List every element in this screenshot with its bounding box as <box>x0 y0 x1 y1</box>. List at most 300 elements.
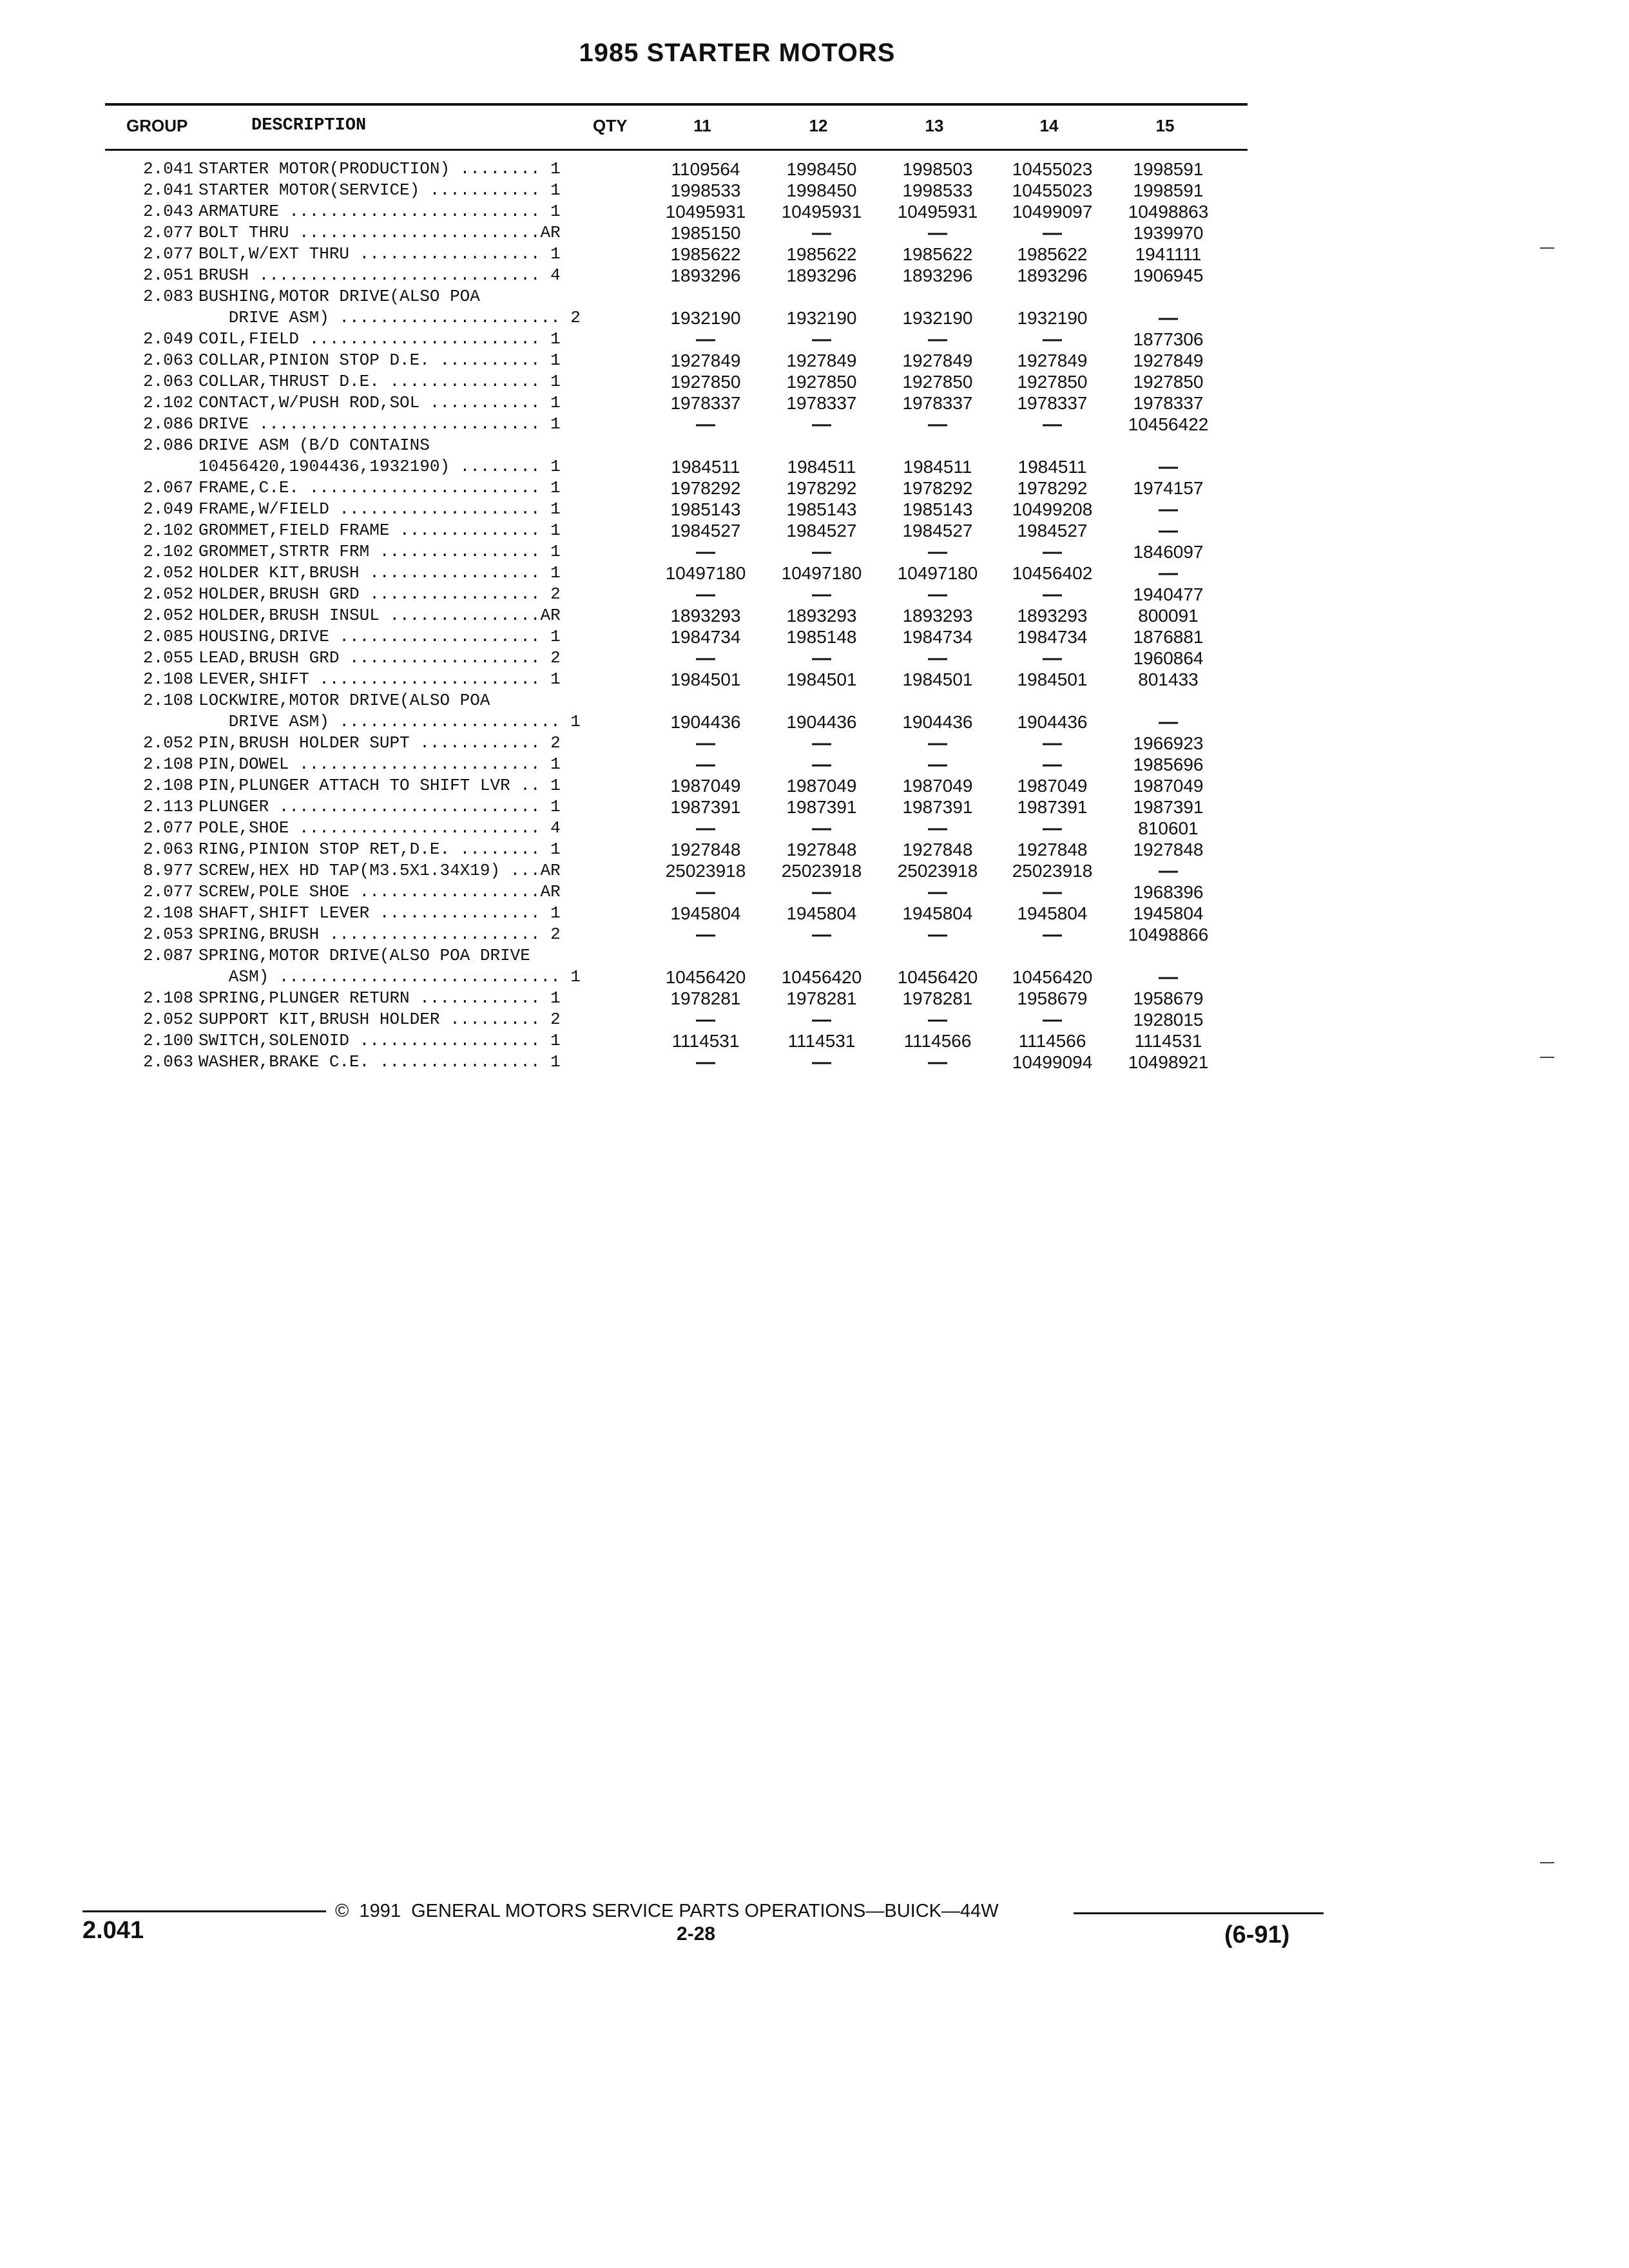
row-part-number-model-14: 10456402 <box>1012 563 1093 583</box>
row-part-number-model-13: 1987049 <box>902 776 973 796</box>
row-part-number-model-15: 1939970 <box>1133 223 1204 243</box>
row-part-number-model-13: 1984511 <box>903 457 972 477</box>
row-part-number-model-13: 1927849 <box>902 351 973 370</box>
table-row <box>0 733 1289 754</box>
row-part-number-model-12: — <box>812 733 831 754</box>
row-part-number-model-11: 1984511 <box>671 457 740 477</box>
table-row <box>0 562 1289 584</box>
row-group: 2.049 <box>142 329 193 349</box>
row-description: COIL,FIELD ....................... 1 <box>198 329 561 349</box>
row-part-number-model-11: 1932190 <box>670 308 741 328</box>
row-part-number-model-14: — <box>1043 584 1062 605</box>
row-part-number-model-12: 1984511 <box>787 457 856 477</box>
row-part-number-model-11: — <box>696 754 715 775</box>
row-description: SUPPORT KIT,BRUSH HOLDER ......... 2 <box>198 1010 561 1029</box>
row-group: 2.041 <box>142 159 193 178</box>
row-part-number-model-13: 1927848 <box>902 840 973 860</box>
table-row <box>0 392 1289 414</box>
row-group: 2.108 <box>142 691 193 710</box>
column-header-description: DESCRIPTION <box>251 116 367 135</box>
row-part-number-model-12: 1927849 <box>786 351 857 370</box>
table-row <box>0 860 1289 881</box>
row-part-number-model-15: — <box>1159 966 1178 988</box>
row-group: 2.049 <box>142 499 193 519</box>
row-part-number-model-14: 1904436 <box>1017 712 1088 732</box>
row-part-number-model-11: 1984527 <box>670 521 741 541</box>
row-part-number-model-12: 1904436 <box>786 712 857 732</box>
table-row <box>0 988 1289 1009</box>
row-part-number-model-14: 1958679 <box>1017 988 1088 1008</box>
table-row <box>0 605 1289 626</box>
row-part-number-model-12: 1998450 <box>786 159 857 179</box>
table-row <box>0 456 1289 477</box>
row-group: 2.102 <box>142 542 193 561</box>
margin-mark <box>1540 1057 1554 1058</box>
row-part-number-model-12: — <box>812 541 831 562</box>
row-part-number-model-14: — <box>1043 1009 1062 1030</box>
row-part-number-model-11: 1998533 <box>670 180 741 200</box>
row-part-number-model-14: 1893296 <box>1017 265 1088 285</box>
row-part-number-model-14: 10499208 <box>1012 499 1093 519</box>
row-description: ASM) ............................ 1 <box>198 967 581 986</box>
row-part-number-model-15: 1998591 <box>1133 180 1204 200</box>
table-row <box>0 1052 1289 1073</box>
row-part-number-model-15: 1927848 <box>1133 840 1204 860</box>
row-group: 2.086 <box>142 414 193 434</box>
table-row <box>0 329 1289 350</box>
row-description: DRIVE ............................ 1 <box>198 414 561 434</box>
row-group: 2.077 <box>142 818 193 838</box>
row-group: 2.085 <box>142 627 193 646</box>
table-row <box>0 903 1289 924</box>
row-description: BRUSH ............................ 4 <box>198 265 561 285</box>
row-description: HOLDER KIT,BRUSH ................. 1 <box>198 563 561 582</box>
row-part-number-model-14: 1927848 <box>1017 840 1088 860</box>
row-part-number-model-14: 1987049 <box>1017 776 1088 796</box>
row-description: PIN,PLUNGER ATTACH TO SHIFT LVR .. 1 <box>198 776 561 795</box>
row-part-number-model-13: 1904436 <box>902 712 973 732</box>
row-description: BOLT,W/EXT THRU .................. 1 <box>198 244 561 264</box>
row-part-number-model-12: 1998450 <box>786 180 857 200</box>
footer-rule-right <box>1074 1912 1324 1914</box>
row-part-number-model-14: — <box>1043 541 1062 562</box>
table-row <box>0 286 1289 307</box>
row-part-number-model-15: 1877306 <box>1133 329 1204 349</box>
row-group: 2.108 <box>142 903 193 923</box>
table-row <box>0 265 1289 286</box>
row-part-number-model-12: 1985143 <box>786 499 857 519</box>
row-part-number-model-11: 1987391 <box>670 797 741 817</box>
column-header-model-12: 12 <box>809 116 828 135</box>
row-part-number-model-12: — <box>812 881 831 903</box>
row-description: CONTACT,W/PUSH ROD,SOL ........... 1 <box>198 393 561 412</box>
row-part-number-model-15: 1906945 <box>1133 265 1204 285</box>
table-row <box>0 435 1289 456</box>
row-description: GROMMET,FIELD FRAME .............. 1 <box>198 521 561 540</box>
row-part-number-model-14: 1985622 <box>1017 244 1088 264</box>
table-row <box>0 924 1289 945</box>
row-part-number-model-11: — <box>696 1009 715 1030</box>
row-part-number-model-15: 1978337 <box>1133 393 1204 413</box>
row-part-number-model-12: 10497180 <box>781 563 862 583</box>
row-part-number-model-15: 1987391 <box>1133 797 1204 817</box>
table-row <box>0 1009 1289 1030</box>
row-description: COLLAR,THRUST D.E. ............... 1 <box>198 372 561 391</box>
row-part-number-model-14: 1927850 <box>1017 372 1088 392</box>
row-part-number-model-12: 1984501 <box>786 669 857 689</box>
row-part-number-model-14: 1978337 <box>1017 393 1088 413</box>
footer-page-number: 2-28 <box>677 1923 716 1945</box>
row-part-number-model-11: 10497180 <box>665 563 746 583</box>
row-part-number-model-11: — <box>696 414 715 435</box>
row-part-number-model-14: — <box>1043 414 1062 435</box>
row-group: 2.102 <box>142 521 193 540</box>
row-part-number-model-15: — <box>1159 499 1178 520</box>
row-part-number-model-15: 800091 <box>1138 606 1199 626</box>
row-part-number-model-15: 1987049 <box>1133 776 1204 796</box>
row-part-number-model-14: 1978292 <box>1017 478 1088 498</box>
row-part-number-model-14: 1984734 <box>1017 627 1088 647</box>
row-description: GROMMET,STRTR FRM ................ 1 <box>198 542 561 561</box>
row-description: STARTER MOTOR(SERVICE) ........... 1 <box>198 180 561 200</box>
row-part-number-model-15: 1958679 <box>1133 988 1204 1008</box>
row-group: 2.041 <box>142 180 193 200</box>
row-part-number-model-14: 1927849 <box>1017 351 1088 370</box>
row-group: 2.087 <box>142 946 193 965</box>
row-part-number-model-15: 1876881 <box>1133 627 1204 647</box>
row-part-number-model-15: — <box>1159 307 1178 329</box>
row-part-number-model-12: — <box>812 1009 831 1030</box>
table-row <box>0 201 1289 222</box>
row-part-number-model-14: 10456420 <box>1012 967 1093 987</box>
column-header-qty: QTY <box>593 116 628 135</box>
row-group: 2.052 <box>142 563 193 582</box>
row-description: BUSHING,MOTOR DRIVE(ALSO POA <box>198 287 480 306</box>
row-part-number-model-13: — <box>928 222 947 244</box>
row-part-number-model-13: 25023918 <box>897 861 978 881</box>
row-description: SCREW,POLE SHOE ..................AR <box>198 882 561 901</box>
table-row <box>0 669 1289 690</box>
table-row <box>0 1030 1289 1052</box>
row-group: 2.053 <box>142 925 193 944</box>
row-part-number-model-14: — <box>1043 648 1062 669</box>
row-part-number-model-12: — <box>812 414 831 435</box>
row-group: 2.063 <box>142 351 193 370</box>
row-part-number-model-12: — <box>812 584 831 605</box>
row-part-number-model-12: 1984527 <box>786 521 857 541</box>
table-row <box>0 180 1289 201</box>
row-part-number-model-13: — <box>928 541 947 562</box>
row-description: HOLDER,BRUSH INSUL ...............AR <box>198 606 561 625</box>
row-part-number-model-12: 1927848 <box>786 840 857 860</box>
row-description: FRAME,C.E. ....................... 1 <box>198 478 561 497</box>
row-description: SPRING,MOTOR DRIVE(ALSO POA DRIVE <box>198 946 530 965</box>
row-description: STARTER MOTOR(PRODUCTION) ........ 1 <box>198 159 561 178</box>
row-part-number-model-11: 1109564 <box>671 159 740 179</box>
column-header-model-13: 13 <box>925 116 944 135</box>
row-part-number-model-11: — <box>696 329 715 350</box>
row-part-number-model-11: — <box>696 648 715 669</box>
page-title: 1985 STARTER MOTORS <box>579 39 896 67</box>
row-part-number-model-11: 1984501 <box>670 669 741 689</box>
header-top-rule <box>105 103 1248 106</box>
row-description: HOUSING,DRIVE .................... 1 <box>198 627 561 646</box>
row-part-number-model-14: 1114566 <box>1018 1031 1086 1051</box>
row-part-number-model-13: 1978281 <box>902 988 973 1008</box>
row-part-number-model-15: 1998591 <box>1133 159 1204 179</box>
row-part-number-model-12: — <box>812 818 831 839</box>
column-header-model-15: 15 <box>1155 116 1175 135</box>
row-group: 8.977 <box>142 861 193 880</box>
row-part-number-model-14: — <box>1043 881 1062 903</box>
row-group: 2.113 <box>142 797 193 816</box>
row-group: 2.052 <box>142 606 193 625</box>
row-part-number-model-14: — <box>1043 754 1062 775</box>
row-part-number-model-11: — <box>696 924 715 945</box>
table-row <box>0 648 1289 669</box>
row-part-number-model-11: 1927848 <box>670 840 741 860</box>
table-row <box>0 754 1289 775</box>
row-part-number-model-13: 1893293 <box>902 606 973 626</box>
table-row <box>0 945 1289 966</box>
row-part-number-model-13: 1932190 <box>902 308 973 328</box>
row-part-number-model-13: 10497180 <box>897 563 978 583</box>
row-part-number-model-15: 1985696 <box>1133 754 1204 774</box>
row-part-number-model-11: 1893296 <box>670 265 741 285</box>
row-part-number-model-13: 1984734 <box>902 627 973 647</box>
row-part-number-model-11: 1985150 <box>670 223 741 243</box>
row-part-number-model-12: 1927850 <box>786 372 857 392</box>
margin-mark <box>1540 247 1554 249</box>
row-part-number-model-13: 1985143 <box>902 499 973 519</box>
row-part-number-model-15: 10498921 <box>1128 1052 1209 1072</box>
column-header-model-14: 14 <box>1039 116 1059 135</box>
row-part-number-model-15: — <box>1159 456 1178 477</box>
row-description: DRIVE ASM) ...................... 2 <box>198 308 581 327</box>
row-part-number-model-14: 25023918 <box>1012 861 1093 881</box>
row-part-number-model-12: 1985622 <box>786 244 857 264</box>
row-part-number-model-11: 10495931 <box>665 202 746 222</box>
row-part-number-model-15: — <box>1159 711 1178 733</box>
table-row <box>0 584 1289 605</box>
row-part-number-model-14: 1987391 <box>1017 797 1088 817</box>
row-group: 2.100 <box>142 1031 193 1050</box>
row-part-number-model-12: 1114531 <box>787 1031 856 1051</box>
row-part-number-model-15: — <box>1159 860 1178 881</box>
table-row <box>0 307 1289 329</box>
row-part-number-model-13: — <box>928 924 947 945</box>
footer-copyright: © 1991 GENERAL MOTORS SERVICE PARTS OPERATIONS—BUICK—44W <box>335 1901 999 1921</box>
row-part-number-model-14: — <box>1043 818 1062 839</box>
row-part-number-model-13: 1984527 <box>902 521 973 541</box>
row-group: 2.051 <box>142 265 193 285</box>
row-part-number-model-14: 10455023 <box>1012 159 1093 179</box>
row-part-number-model-14: — <box>1043 222 1062 244</box>
row-group: 2.108 <box>142 988 193 1008</box>
row-part-number-model-14: 1984501 <box>1017 669 1088 689</box>
row-part-number-model-13: — <box>928 584 947 605</box>
table-row <box>0 371 1289 392</box>
row-description: SPRING,PLUNGER RETURN ............ 1 <box>198 988 561 1008</box>
row-part-number-model-13: 1998533 <box>902 180 973 200</box>
row-description: COLLAR,PINION STOP D.E. .......... 1 <box>198 351 561 370</box>
row-part-number-model-15: — <box>1159 562 1178 584</box>
row-part-number-model-13: 1985622 <box>902 244 973 264</box>
row-part-number-model-13: 1987391 <box>902 797 973 817</box>
row-part-number-model-11: 1987049 <box>670 776 741 796</box>
row-part-number-model-12: 1893296 <box>786 265 857 285</box>
footer-group-number: 2.041 <box>82 1917 144 1944</box>
row-part-number-model-15: 1928015 <box>1133 1010 1204 1030</box>
row-part-number-model-13: — <box>928 1052 947 1073</box>
row-part-number-model-15: 1945804 <box>1133 903 1204 923</box>
row-description: RING,PINION STOP RET,D.E. ........ 1 <box>198 840 561 859</box>
row-part-number-model-12: 1978281 <box>786 988 857 1008</box>
row-part-number-model-13: 10495931 <box>897 202 978 222</box>
row-part-number-model-11: — <box>696 584 715 605</box>
row-description: LOCKWIRE,MOTOR DRIVE(ALSO POA <box>198 691 490 710</box>
table-row <box>0 839 1289 860</box>
row-part-number-model-12: 1978337 <box>786 393 857 413</box>
row-part-number-model-15: 10498863 <box>1128 202 1209 222</box>
row-part-number-model-13: — <box>928 648 947 669</box>
row-part-number-model-12: — <box>812 754 831 775</box>
row-description: SPRING,BRUSH ..................... 2 <box>198 925 561 944</box>
row-part-number-model-14: 1984511 <box>1017 457 1087 477</box>
row-part-number-model-15: 810601 <box>1138 818 1199 838</box>
row-part-number-model-14: — <box>1043 733 1062 754</box>
row-group: 2.108 <box>142 669 193 689</box>
row-part-number-model-13: — <box>928 754 947 775</box>
row-part-number-model-12: 10456420 <box>781 967 862 987</box>
row-group: 2.077 <box>142 223 193 242</box>
row-group: 2.102 <box>142 393 193 412</box>
row-part-number-model-15: 1940477 <box>1133 584 1204 604</box>
row-part-number-model-14: 1893293 <box>1017 606 1088 626</box>
footer-rule-left <box>82 1910 326 1912</box>
row-part-number-model-13: — <box>928 1009 947 1030</box>
row-description: DRIVE ASM) ...................... 1 <box>198 712 581 731</box>
row-description: 10456420,1904436,1932190) ........ 1 <box>198 457 561 476</box>
table-row <box>0 775 1289 796</box>
row-part-number-model-12: — <box>812 222 831 244</box>
row-group: 2.063 <box>142 840 193 859</box>
row-part-number-model-15: 1966923 <box>1133 733 1204 753</box>
row-part-number-model-13: 1945804 <box>902 903 973 923</box>
row-part-number-model-12: 1987049 <box>786 776 857 796</box>
row-part-number-model-11: 1984734 <box>670 627 741 647</box>
row-description: SHAFT,SHIFT LEVER ................ 1 <box>198 903 561 923</box>
row-part-number-model-15: — <box>1159 520 1178 541</box>
row-description: LEVER,SHIFT ...................... 1 <box>198 669 561 689</box>
row-description: PLUNGER .......................... 1 <box>198 797 561 816</box>
row-part-number-model-15: 1114531 <box>1134 1031 1202 1051</box>
row-part-number-model-12: 1932190 <box>786 308 857 328</box>
row-group: 2.052 <box>142 733 193 753</box>
row-description: SCREW,HEX HD TAP(M3.5X1.34X19) ...AR <box>198 861 561 880</box>
row-part-number-model-15: 1846097 <box>1133 542 1204 562</box>
row-part-number-model-11: — <box>696 818 715 839</box>
row-description: PIN,DOWEL ........................ 1 <box>198 754 561 774</box>
table-row <box>0 796 1289 818</box>
row-part-number-model-15: 1960864 <box>1133 648 1204 668</box>
table-row <box>0 477 1289 499</box>
table-row <box>0 244 1289 265</box>
row-group: 2.108 <box>142 754 193 774</box>
table-row <box>0 414 1289 435</box>
row-part-number-model-14: 1945804 <box>1017 903 1088 923</box>
row-description: WASHER,BRAKE C.E. ................ 1 <box>198 1052 561 1072</box>
table-row <box>0 966 1289 988</box>
table-row <box>0 626 1289 648</box>
row-part-number-model-11: — <box>696 881 715 903</box>
row-part-number-model-13: 1978337 <box>902 393 973 413</box>
row-part-number-model-15: 1941111 <box>1135 244 1202 264</box>
row-part-number-model-12: 1945804 <box>786 903 857 923</box>
row-part-number-model-11: 1985622 <box>670 244 741 264</box>
row-part-number-model-15: 10498866 <box>1128 925 1209 945</box>
row-part-number-model-11: — <box>696 733 715 754</box>
margin-mark <box>1540 1862 1554 1863</box>
row-description: SWITCH,SOLENOID .................. 1 <box>198 1031 561 1050</box>
row-part-number-model-15: 1927850 <box>1133 372 1204 392</box>
row-part-number-model-12: 1985148 <box>786 627 857 647</box>
row-group: 2.077 <box>142 244 193 264</box>
row-part-number-model-14: 10455023 <box>1012 180 1093 200</box>
row-part-number-model-13: 1978292 <box>902 478 973 498</box>
row-part-number-model-11: 1904436 <box>670 712 741 732</box>
row-description: DRIVE ASM (B/D CONTAINS <box>198 436 430 455</box>
row-description: LEAD,BRUSH GRD ................... 2 <box>198 648 561 668</box>
row-group: 2.052 <box>142 584 193 604</box>
row-description: BOLT THRU ........................AR <box>198 223 561 242</box>
row-part-number-model-12: 1893293 <box>786 606 857 626</box>
row-part-number-model-15: 10456422 <box>1128 414 1209 434</box>
row-part-number-model-11: 1927850 <box>670 372 741 392</box>
column-header-group: GROUP <box>126 116 188 135</box>
row-description: POLE,SHOE ........................ 4 <box>198 818 561 838</box>
table-row <box>0 520 1289 541</box>
row-description: PIN,BRUSH HOLDER SUPT ............ 2 <box>198 733 561 753</box>
row-part-number-model-15: 1968396 <box>1133 882 1204 902</box>
row-description: HOLDER,BRUSH GRD ................. 2 <box>198 584 561 604</box>
row-part-number-model-13: 1984501 <box>902 669 973 689</box>
row-description: ARMATURE ......................... 1 <box>198 202 561 221</box>
row-part-number-model-12: 25023918 <box>781 861 862 881</box>
row-part-number-model-11: 1978337 <box>670 393 741 413</box>
row-group: 2.077 <box>142 882 193 901</box>
row-part-number-model-11: 1927849 <box>670 351 741 370</box>
row-part-number-model-11: 1978292 <box>670 478 741 498</box>
row-group: 2.063 <box>142 372 193 391</box>
row-part-number-model-15: 1974157 <box>1133 478 1204 498</box>
row-part-number-model-14: 1932190 <box>1017 308 1088 328</box>
row-part-number-model-14: 10499094 <box>1012 1052 1093 1072</box>
row-part-number-model-12: — <box>812 329 831 350</box>
row-part-number-model-13: 10456420 <box>897 967 978 987</box>
row-part-number-model-11: 1978281 <box>670 988 741 1008</box>
row-part-number-model-11: — <box>696 541 715 562</box>
row-part-number-model-15: 1927849 <box>1133 351 1204 370</box>
row-part-number-model-13: 1998503 <box>902 159 973 179</box>
column-header-model-11: 11 <box>693 116 711 135</box>
table-row <box>0 541 1289 562</box>
row-part-number-model-13: 1114566 <box>903 1031 972 1051</box>
footer-date: (6-91) <box>1224 1921 1290 1948</box>
row-part-number-model-11: 25023918 <box>665 861 746 881</box>
table-row <box>0 499 1289 520</box>
table-row <box>0 690 1289 711</box>
